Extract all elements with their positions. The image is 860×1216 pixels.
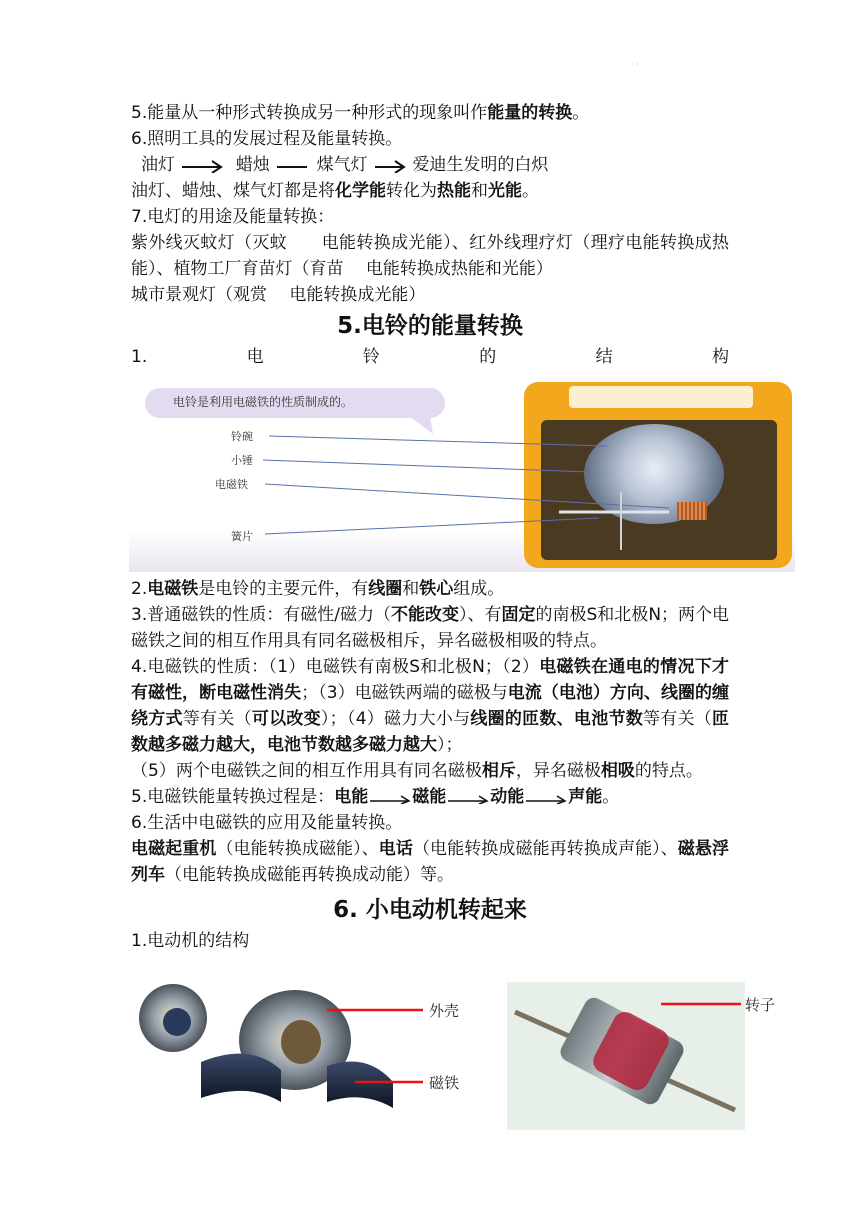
label-reed: 簧片 [231,530,253,543]
section-5-title: 5.电铃的能量转换 [337,313,523,339]
item-4-electromagnet-properties: 4.电磁铁的性质：（1）电磁铁有南极S和北极N；（2）电磁铁在通电的情况下才有磁性，断电磁性消失；（3）电磁铁两端的磁极与电流（电池）方向、线圈的缠绕方式等有关（可以改变）；（4）磁力大小与线圈的匝数、电池节数等有关（匝数越多磁力越大，电池节数越多磁力越大）； [131,657,730,755]
arrow-icon [373,157,407,173]
item-5-energy-conversion: 5.能量从一种形式转换成另一种形式的现象叫作能量的转换。 [131,103,590,123]
motor-parts-illustration [131,982,797,1132]
fuel-conversion: 油灯、蜡烛、煤气灯都是将化学能转化为热能和光能。 [131,181,539,201]
chain-candle: 蜡烛 [235,155,270,175]
chain-oil-lamp: 油灯 [141,155,175,175]
item-5-bell-energy-chain: 5.电磁铁能量转换过程是：电能 磁能 动能 声能。 [131,787,620,807]
label-bell-bowl: 铃碗 [231,430,253,443]
applications-paragraph: 电磁起重机（电能转换成磁能）、电话（电能转换成磁能再转换成声能）、磁悬浮列车（电能转换成磁能再转换成动能）等。 [131,839,730,885]
label-electromagnet: 电磁铁 [215,478,248,491]
item-2-electromagnet: 2.电磁铁是电铃的主要元件，有线圈和铁心组成。 [131,579,505,599]
arrow-icon [180,157,224,173]
arrow-icon [368,790,412,804]
item-3-magnet-properties: 3.普通磁铁的性质：有磁性/磁力（不能改变）、有固定的南极S和北极N；两个电磁铁之间的相互作用具有同名磁极相斥，异名磁极相吸的特点。 [131,605,730,651]
bell-structure-heading: 1. 电 铃 的 结 构 [131,347,729,367]
item-7-lamp-uses: 7.电灯的用途及能量转换： [131,207,335,227]
document-page [131,100,776,1132]
city-lamp: 城市景观灯（观赏 电能转换成光能） [131,285,426,305]
chain-incandescent: 爱迪生发明的白炽 [412,155,549,175]
chain-gas-lamp: 煤气灯 [316,155,368,175]
arrow-icon [524,790,568,804]
motor-figure [131,982,797,1132]
arrow-icon [446,790,490,804]
electric-bell-figure [129,380,795,572]
label-shell: 外壳 [429,1002,460,1020]
item-6-applications: 6.生活中电磁铁的应用及能量转换。 [131,813,403,833]
item-6-lighting: 6.照明工具的发展过程及能量转换。 [131,129,403,149]
lamp-uses-paragraph: 紫外线灭蚊灯（灭蚊 电能转换成光能）、红外线理疗灯（理疗电能转换成热能）、植物工厂育苗灯（育苗 电能转换成热能和光能） [131,233,729,279]
lighting-chain [131,152,729,178]
label-rotor: 转子 [745,996,776,1014]
section-6-title: 6. 小电动机转起来 [333,897,527,923]
bubble-text: 电铃是利用电磁铁的性质制成的。 [173,395,354,409]
arrow-icon [275,157,311,173]
item-4-part-5: （5）两个电磁铁之间的相互作用具有同名磁极相斥，异名磁极相吸的特点。 [131,761,703,781]
label-hammer: 小锤 [231,454,253,467]
label-magnet: 磁铁 [429,1074,460,1092]
stray-dot: · [636,60,639,69]
motor-structure-heading: 1.电动机的结构 [131,931,250,951]
